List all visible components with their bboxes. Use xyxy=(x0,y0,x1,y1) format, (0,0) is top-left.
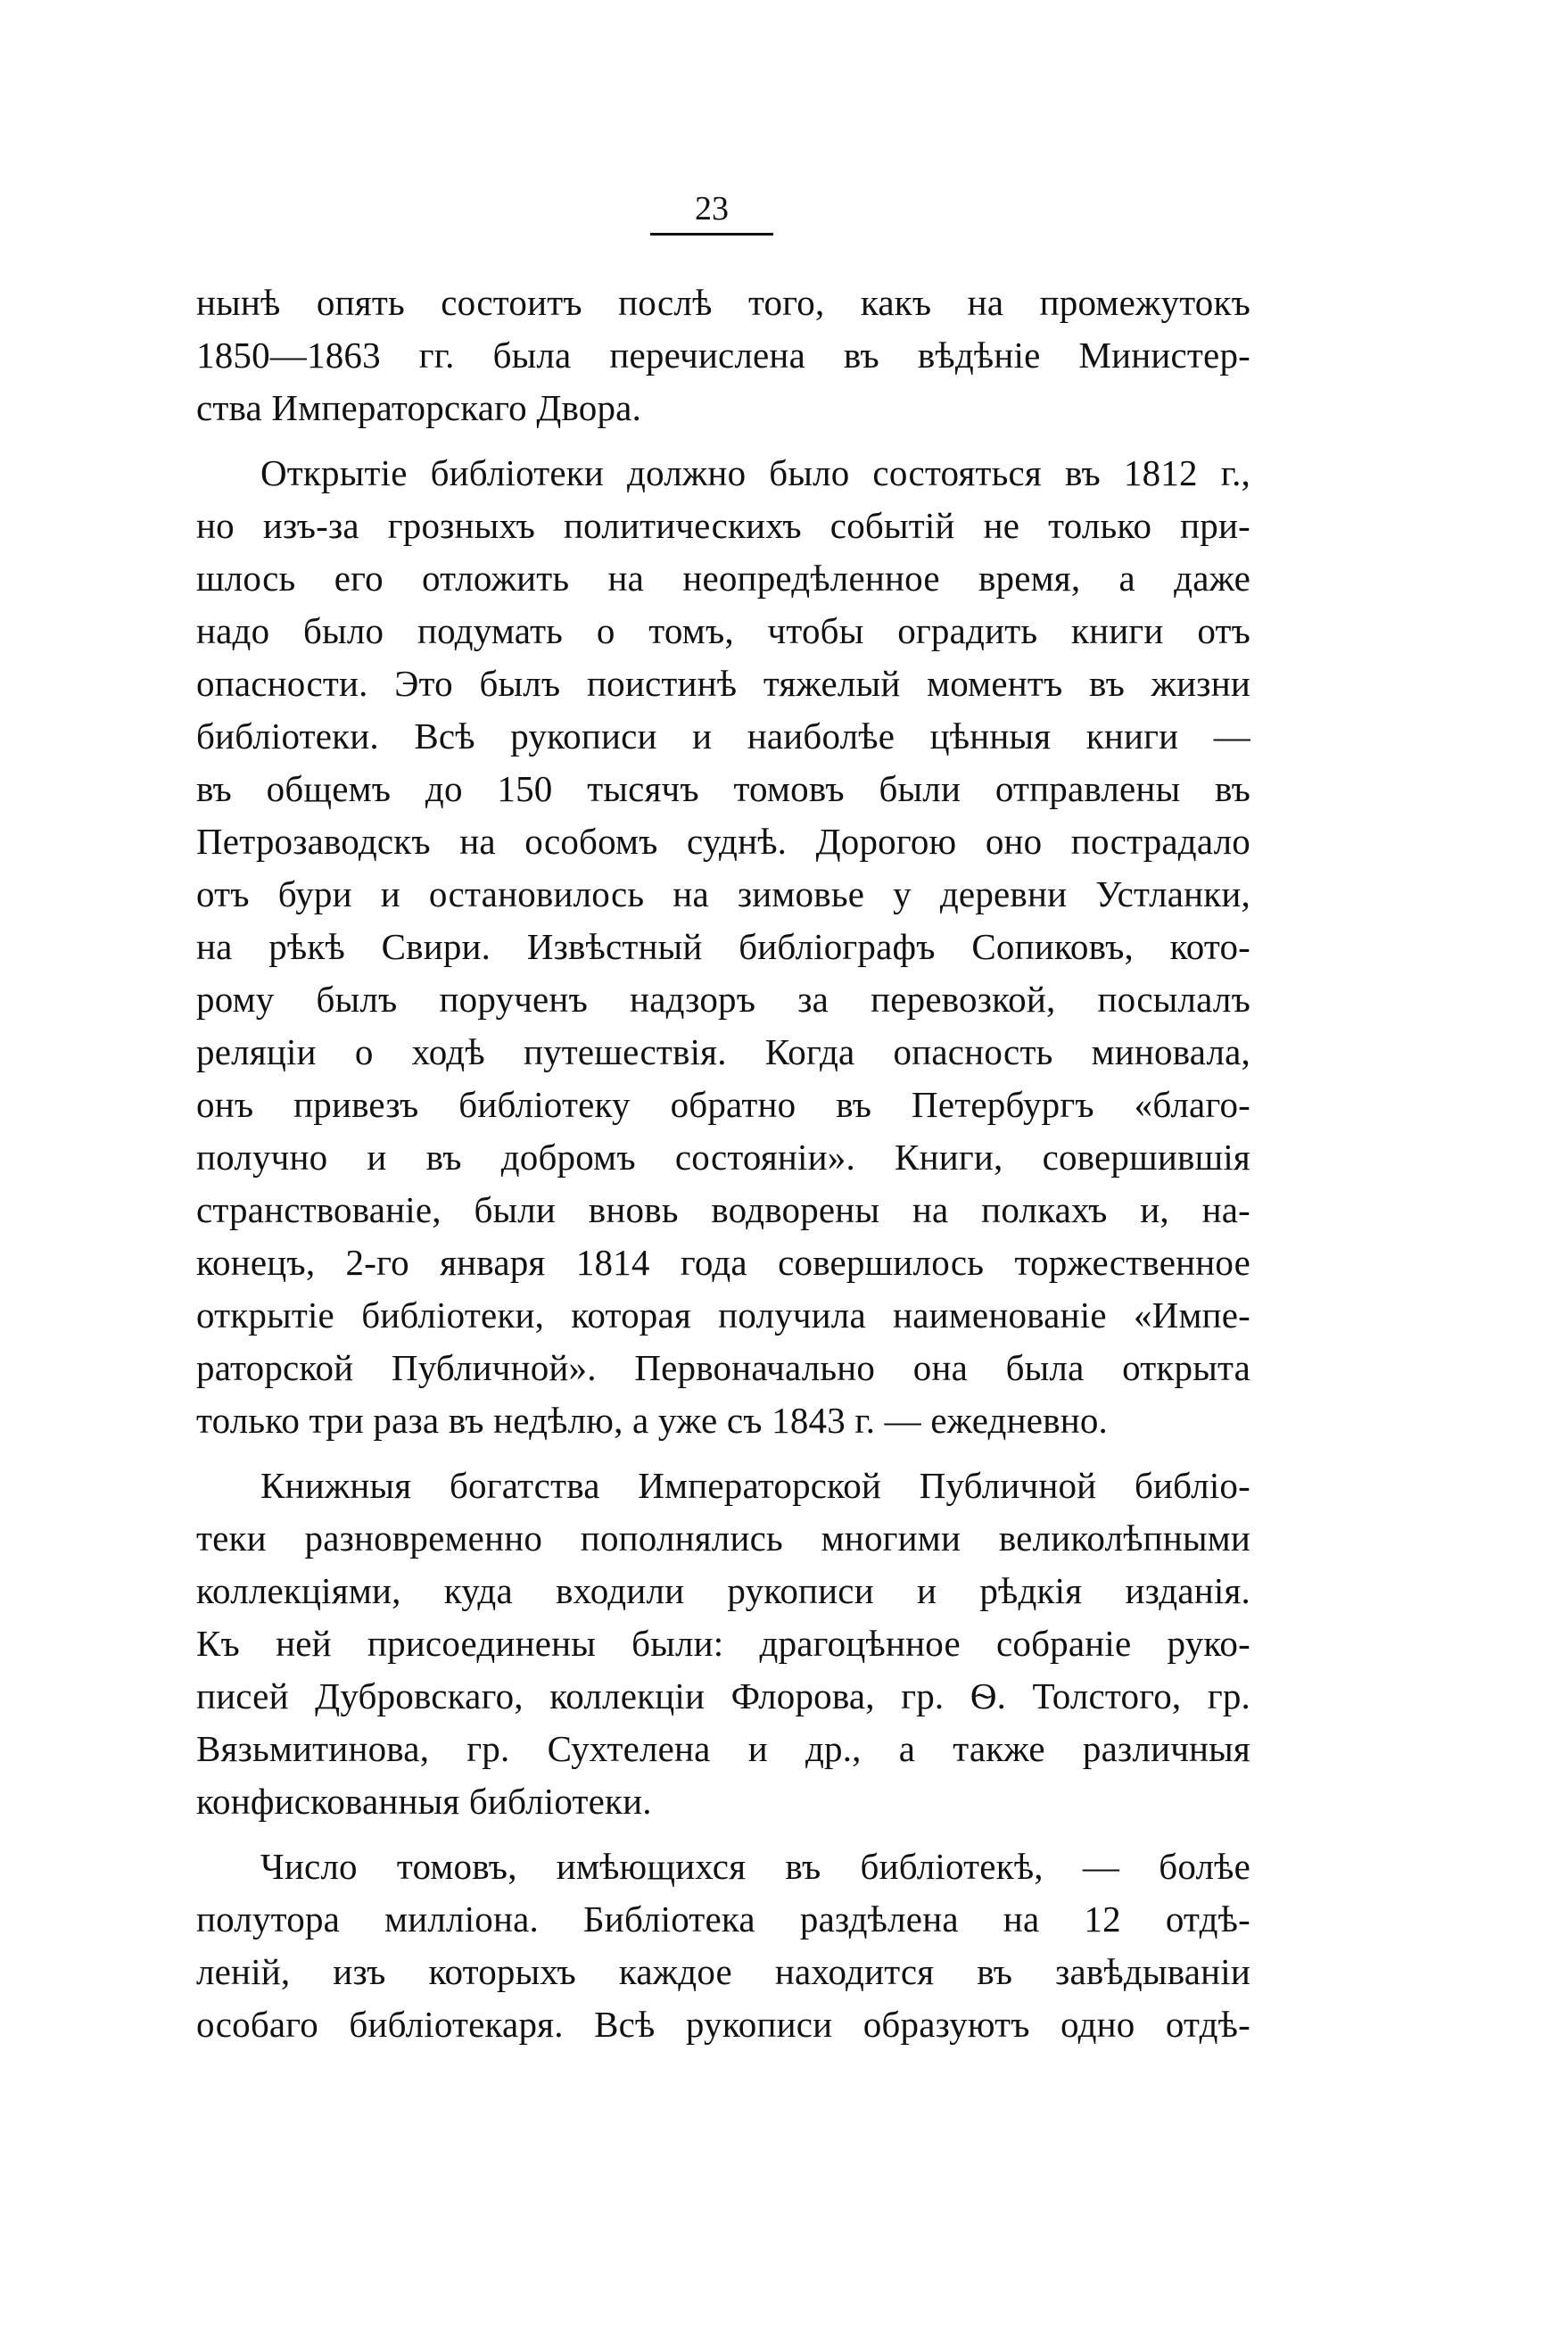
text-line: нынѣ опять состоитъ послѣ того, какъ на промежутокъ xyxy=(196,282,1250,323)
text-line: раторской Публичной». Первоначально она была открыта xyxy=(196,1347,1250,1388)
text-line: леній, изъ которыхъ каждое находится въ завѣдываніи xyxy=(196,1951,1250,1992)
text-line: Вязьмитинова, гр. Сухтелена и др., а также различныя xyxy=(196,1728,1250,1769)
text-line: опасности. Это былъ поистинѣ тяжелый моментъ въ жизни xyxy=(196,663,1250,704)
text-line: конецъ, 2-го января 1814 года совершилось торжественное xyxy=(196,1242,1250,1283)
text-line: особаго библіотекаря. Всѣ рукописи образуютъ одно отдѣ- xyxy=(196,2004,1250,2045)
text-line: въ общемъ до 150 тысячъ томовъ были отправлены въ xyxy=(196,768,1250,809)
text-line: коллекціями, куда входили рукописи и рѣдкія изданія. xyxy=(196,1570,1250,1611)
page-number: 23 xyxy=(650,192,773,236)
text-line: теки разновременно пополнялись многими великолѣпными xyxy=(196,1518,1250,1559)
text-line: Число томовъ, имѣющихся въ библіотекѣ, — болѣе xyxy=(260,1846,1250,1887)
text-line: реляціи о ходѣ путешествія. Когда опасность миновала, xyxy=(196,1031,1250,1072)
paragraph-4 xyxy=(196,1840,1250,2051)
text-line: 1850—1863 гг. была перечислена въ вѣдѣніе Министер- xyxy=(196,335,1250,376)
text-line: онъ привезъ библіотеку обратно въ Петербургъ «благо- xyxy=(196,1084,1250,1125)
text-line: отъ бури и остановилось на зимовье у деревни Устланки, xyxy=(196,873,1250,914)
text-line: шлось его отложить на неопредѣленное время, а даже xyxy=(196,558,1250,599)
text-line: библіотеки. Всѣ рукописи и наиболѣе цѣнныя книги — xyxy=(196,715,1250,757)
text-line: надо было подумать о томъ, чтобы оградить книги отъ xyxy=(196,610,1250,651)
text-line: Открытіе библіотеки должно было состояться въ 1812 г., xyxy=(260,452,1250,493)
paragraph-1 xyxy=(196,277,1250,434)
text-line: получно и въ добромъ состояніи». Книги, совершившія xyxy=(196,1137,1250,1178)
paragraph-2 xyxy=(196,447,1250,1447)
text-line: полутора милліона. Библіотека раздѣлена на 12 отдѣ- xyxy=(196,1898,1250,1940)
text-line: конфискованныя библіотеки. xyxy=(196,1781,652,1822)
text-line: Къ ней присоединены были: драгоцѣнное собраніе руко- xyxy=(196,1623,1250,1664)
text-line: но изъ-за грозныхъ политическихъ событій не только при- xyxy=(196,505,1250,546)
text-line: странствованіе, были вновь водворены на полкахъ и, на- xyxy=(196,1189,1250,1230)
text-line: Петрозаводскъ на особомъ суднѣ. Дорогою оно пострадало xyxy=(196,821,1250,862)
body-text xyxy=(196,277,1250,2051)
text-line: открытіе библіотеки, которая получила наименованіе «Импе- xyxy=(196,1294,1250,1336)
text-line: на рѣкѣ Свири. Извѣстный библіографъ Сопиковъ, кото- xyxy=(196,926,1250,967)
text-line: Книжныя богатства Императорской Публичной библіо- xyxy=(260,1465,1250,1506)
text-line: ства Императорскаго Двора. xyxy=(196,387,642,428)
text-line: только три раза въ недѣлю, а уже съ 1843 г. — ежедневно. xyxy=(196,1400,1109,1441)
paragraph-3 xyxy=(196,1460,1250,1828)
page-number-container xyxy=(640,192,783,236)
text-line: писей Дубровскаго, коллекціи Флорова, гр. Ѳ. Толстого, гр. xyxy=(196,1675,1250,1716)
text-line: рому былъ порученъ надзоръ за перевозкой, посылалъ xyxy=(196,979,1250,1020)
